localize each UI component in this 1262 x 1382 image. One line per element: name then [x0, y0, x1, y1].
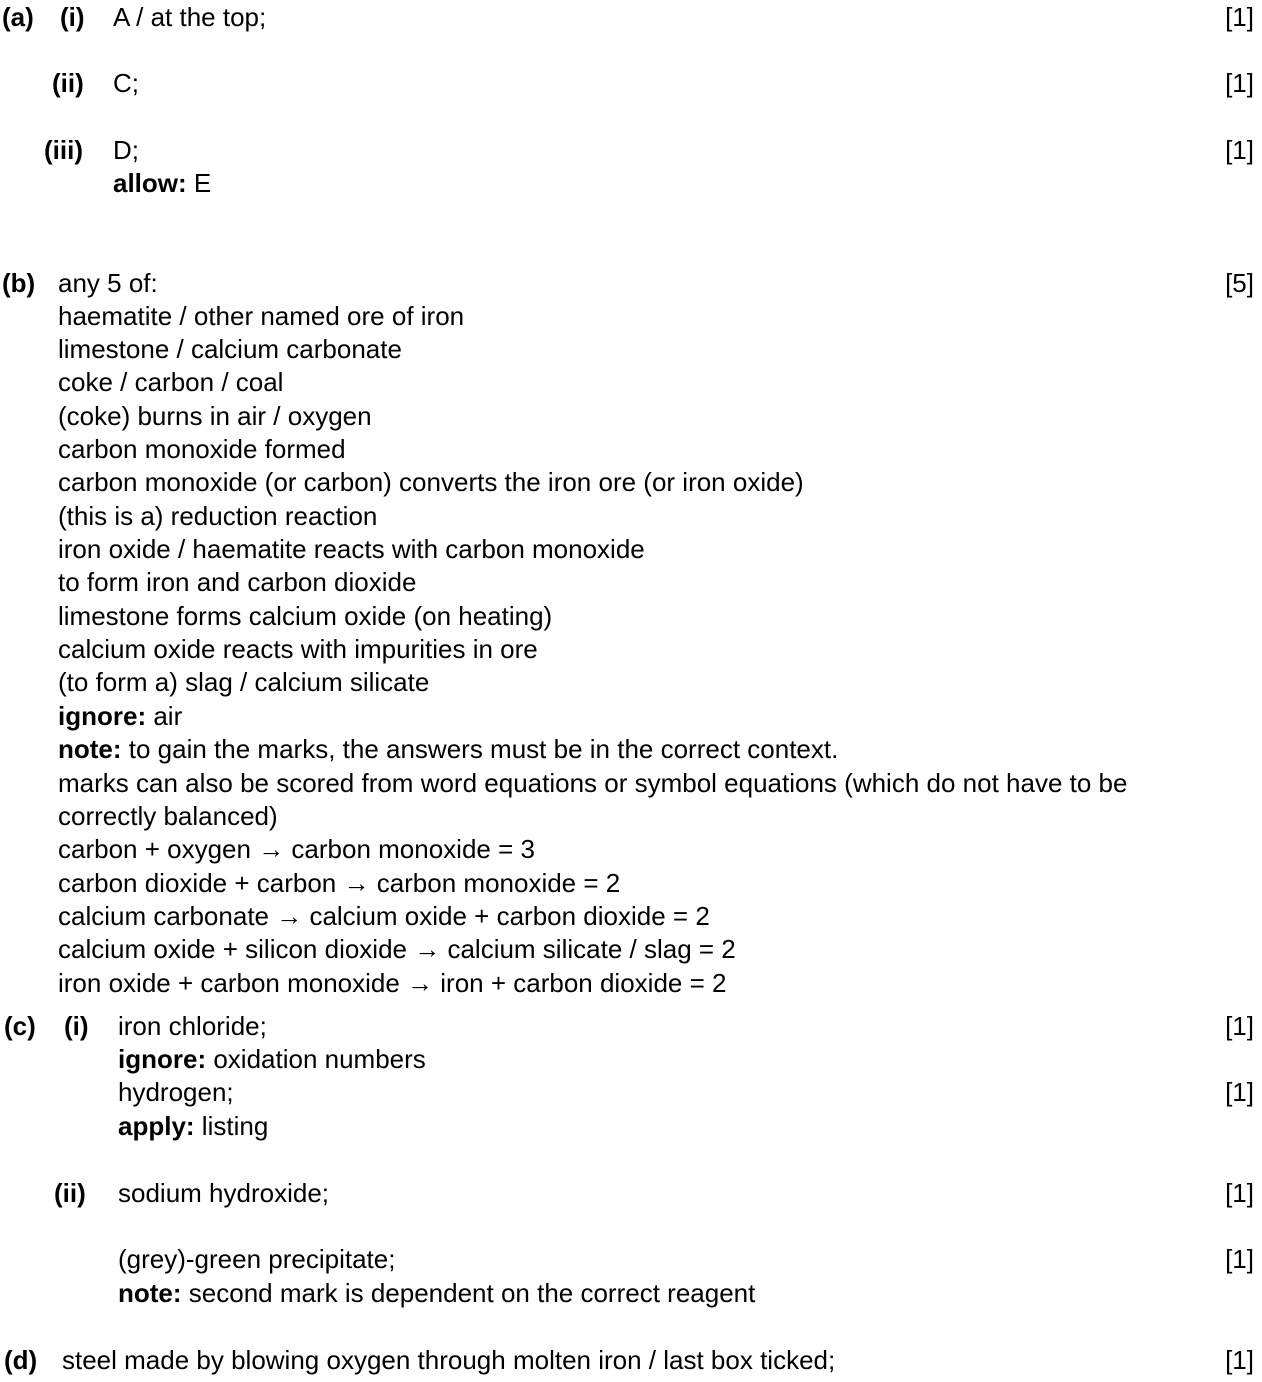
part-b-mark: [5] — [1225, 268, 1254, 298]
part-c-ii-note — [118, 1278, 755, 1308]
part-c-label: (c) — [4, 1011, 36, 1041]
ignore-keyword: ignore: — [58, 701, 147, 731]
part-d-mark: [1] — [1225, 1345, 1254, 1375]
part-b-ignore — [58, 701, 182, 731]
part-b-equation: iron oxide + carbon monoxide → iron + carbon dioxide = 2 — [58, 968, 727, 998]
part-b-point: (this is a) reduction reaction — [58, 501, 378, 531]
part-b-point: calcium oxide reacts with impurities in ore — [58, 634, 538, 664]
part-d-text: steel made by blowing oxygen through molten iron / last box ticked; — [62, 1345, 836, 1375]
part-a-iii-allow — [113, 168, 211, 198]
part-c-i-mark2: [1] — [1225, 1077, 1254, 1107]
part-c-ii-text1: sodium hydroxide; — [118, 1178, 329, 1208]
part-a-ii-label: (ii) — [52, 68, 84, 98]
part-a-label: (a) — [2, 2, 34, 32]
part-b-equations-intro-cont: correctly balanced) — [58, 801, 278, 831]
part-c-ii-mark2: [1] — [1225, 1244, 1254, 1274]
note-text: to gain the marks, the answers must be in the correct context. — [121, 734, 839, 764]
part-b-point: (to form a) slag / calcium silicate — [58, 667, 430, 697]
apply-text: listing — [194, 1111, 269, 1141]
allow-text: E — [186, 168, 212, 198]
note-keyword: note: — [118, 1278, 182, 1308]
part-b-point: iron oxide / haematite reacts with carbon monoxide — [58, 534, 645, 564]
part-a-ii-mark: [1] — [1225, 68, 1254, 98]
part-c-i-text1: iron chloride; — [118, 1011, 267, 1041]
note-text: second mark is dependent on the correct reagent — [181, 1278, 756, 1308]
part-c-i-label: (i) — [64, 1011, 89, 1041]
part-b-intro: any 5 of: — [58, 268, 158, 298]
part-c-ii-label: (ii) — [54, 1178, 86, 1208]
part-c-ii-mark1: [1] — [1225, 1178, 1254, 1208]
part-b-equation: calcium oxide + silicon dioxide → calcium silicate / slag = 2 — [58, 934, 736, 964]
apply-keyword: apply: — [118, 1111, 195, 1141]
part-a-ii-text: C; — [113, 68, 139, 98]
part-b-equation: calcium carbonate → calcium oxide + carbon dioxide = 2 — [58, 901, 710, 931]
part-b-point: carbon monoxide formed — [58, 434, 346, 464]
part-b-label: (b) — [2, 268, 36, 298]
part-b-point: haematite / other named ore of iron — [58, 301, 465, 331]
part-a-i-mark: [1] — [1225, 2, 1254, 32]
part-b-point: limestone forms calcium oxide (on heating) — [58, 601, 553, 631]
part-b-note — [58, 734, 838, 764]
part-a-i-text: A / at the top; — [113, 2, 267, 32]
ignore-text: air — [146, 701, 183, 731]
part-b-equation: carbon dioxide + carbon → carbon monoxide = 2 — [58, 868, 621, 898]
part-b-equations-intro: marks can also be scored from word equations or symbol equations (which do not have to be — [58, 768, 1128, 798]
ignore-text: oxidation numbers — [206, 1044, 426, 1074]
part-a-iii-text: D; — [113, 135, 139, 165]
part-a-iii-mark: [1] — [1225, 135, 1254, 165]
part-c-ii-text2: (grey)-green precipitate; — [118, 1244, 396, 1274]
part-d-label: (d) — [4, 1345, 38, 1375]
part-b-point: limestone / calcium carbonate — [58, 334, 402, 364]
allow-keyword: allow: — [113, 168, 187, 198]
part-b-equation: carbon + oxygen → carbon monoxide = 3 — [58, 834, 535, 864]
part-b-point: (coke) burns in air / oxygen — [58, 401, 372, 431]
part-a-i-label: (i) — [60, 2, 85, 32]
ignore-keyword: ignore: — [118, 1044, 207, 1074]
part-b-point: carbon monoxide (or carbon) converts the iron ore (or iron oxide) — [58, 467, 804, 497]
part-c-i-text2: hydrogen; — [118, 1077, 234, 1107]
part-c-i-ignore — [118, 1044, 426, 1074]
part-a-iii-label: (iii) — [44, 135, 83, 165]
note-keyword: note: — [58, 734, 122, 764]
part-c-i-apply — [118, 1111, 268, 1141]
part-c-i-mark1: [1] — [1225, 1011, 1254, 1041]
part-b-point: coke / carbon / coal — [58, 367, 284, 397]
part-b-point: to form iron and carbon dioxide — [58, 567, 417, 597]
